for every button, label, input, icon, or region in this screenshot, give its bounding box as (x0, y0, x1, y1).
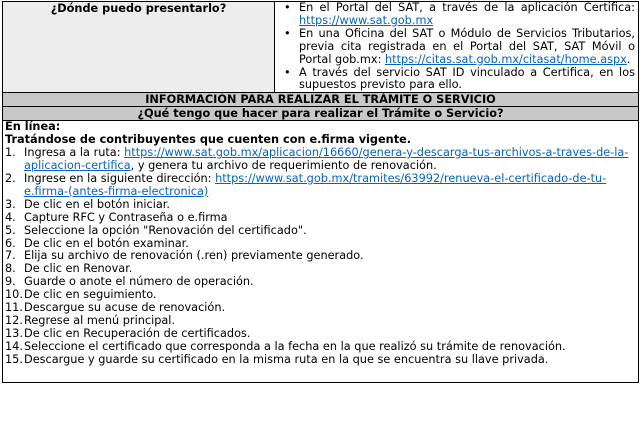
step-item (5, 147, 634, 173)
step-number: 5. (5, 223, 16, 237)
online-label: En línea: (5, 120, 61, 134)
where-options-cell (275, 2, 639, 93)
step-link[interactable]: https://www.sat.gob.mx/tramites/63992/renueva-el-certificado-de-tu-e.firma-(antes-firma-electronica) (24, 171, 607, 198)
citas-link[interactable]: https://citas.sat.gob.mx/citasat/home.aspx (384, 52, 627, 66)
step-number: 7. (5, 249, 16, 263)
efirma-label: Tratándose de contribuyentes que cuenten con e.firma vigente. (5, 133, 412, 147)
step-number: 9. (5, 275, 16, 289)
step-number: 12. (5, 313, 23, 327)
step-number: 11. (5, 301, 23, 315)
where-option-suffix: . (626, 52, 631, 66)
steps-cell (3, 121, 639, 383)
where-option (299, 2, 635, 28)
step-number: 10. (5, 288, 23, 302)
step-number: 6. (5, 236, 16, 250)
where-option (299, 28, 635, 67)
step-number: 2. (5, 171, 16, 185)
step-item (5, 354, 634, 367)
step-text-part: Elija su archivo de renovación (.ren) previamente generado. (24, 249, 364, 263)
info-header-row (3, 93, 639, 107)
step-number: 3. (5, 197, 16, 211)
where-options-list (275, 2, 638, 92)
where-option-text: En una Oficina del SAT o Módulo de Servicios Tributarios, previa cita registrada en el Portal del SAT, SAT Móvil o Portal gob.mx: (299, 26, 635, 66)
step-number: 14. (5, 339, 23, 353)
what-header: ¿Qué tengo que hacer para realizar el Trámite o Servicio? (3, 107, 639, 121)
step-number: 4. (5, 210, 16, 224)
step-text-part: Descargue y guarde su certificado en la misma ruta en la que se encuentra su llave privada. (24, 352, 549, 366)
step-number: 8. (5, 262, 16, 276)
procedure-table (2, 1, 639, 383)
step-text-part: De clic en Renovar. (24, 262, 133, 276)
step-number: 13. (5, 326, 23, 340)
step-text-part: , y genera tu archivo de requerimiento de renovación. (130, 159, 437, 173)
steps-row (3, 121, 639, 383)
where-option (299, 67, 635, 93)
what-header-row (3, 107, 639, 121)
info-header: INFORMACIÓN PARA REALIZAR EL TRÁMITE O SERVICIO (3, 93, 639, 107)
step-text-part: Ingrese en la siguiente dirección: (24, 171, 216, 185)
step-text-part: Capture RFC y Contraseña o e.firma (24, 210, 228, 224)
step-text-part: De clic en Recuperación de certificados. (24, 326, 251, 340)
where-option-text: A través del servicio SAT ID vinculado a Certifica, en los supuestos previsto para ello. (299, 65, 635, 92)
step-text (24, 354, 634, 367)
step-text-part: Descargue su acuse de renovación. (24, 301, 226, 315)
step-text-part: De clic en el botón examinar. (24, 236, 189, 250)
step-text (24, 173, 634, 199)
step-text-part: Guarde o anote el número de operación. (24, 275, 254, 289)
step-text (24, 147, 634, 173)
step-text-part: Regrese al menú principal. (24, 313, 176, 327)
step-item (5, 173, 634, 199)
where-row (3, 2, 639, 93)
sat-portal-link[interactable]: https://www.sat.gob.mx (299, 13, 434, 27)
steps-list (5, 147, 634, 366)
where-label: ¿Dónde puedo presentarlo? (3, 2, 275, 93)
step-text-part: Seleccione el certificado que corresponda a la fecha en la que realizó su trámite de renovación. (24, 339, 566, 353)
step-link[interactable]: https://www.sat.gob.mx/aplicacion/16660/genera-y-descarga-tus-archivos-a-traves-de-la-aplicacion-certifica (24, 146, 629, 173)
step-text-part: De clic en el botón iniciar. (24, 197, 170, 211)
step-text-part: Ingresa a la ruta: (24, 146, 125, 160)
where-option-text: En el Portal del SAT, a través de la aplicación Certifica: (299, 1, 635, 14)
step-number: 1. (5, 146, 16, 160)
step-text-part: De clic en seguimiento. (24, 288, 157, 302)
step-text-part: Seleccione la opción "Renovación del certificado". (24, 223, 307, 237)
step-number: 15. (5, 352, 23, 366)
